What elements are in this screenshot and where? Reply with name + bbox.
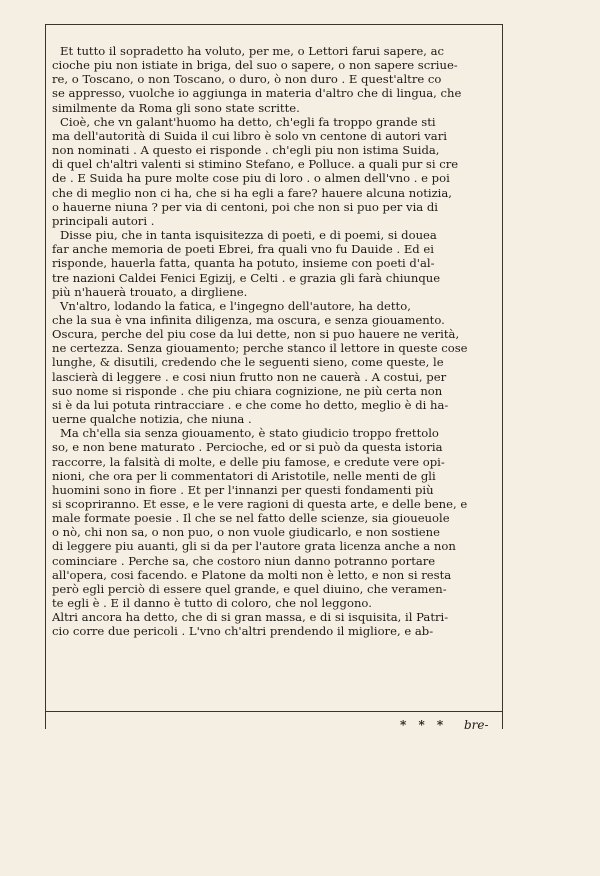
text-line: ma dell'autorità di Suida il cui libro è solo vn centone di autori vari	[52, 128, 447, 143]
text-line: che la sua è vna infinita diligenza, ma oscura, e senza giouamento.	[52, 312, 445, 327]
body-text	[52, 44, 497, 639]
text-line: si scopriranno. Et esse, e le vere ragioni di questa arte, e delle bene, e	[52, 497, 468, 511]
text-line: huomini sono in fiore . Et per l'innanzi per questi fondamenti più	[52, 482, 434, 497]
text-line: re, o Toscano, o non Toscano, o duro, ò non duro . E quest'altre co	[52, 72, 442, 87]
text-line: si è da lui potuta rintracciare . e che come ho detto, meglio è di ha-	[52, 397, 449, 412]
signature-mark: * * *	[400, 718, 448, 732]
text-line: Et tutto il sopradetto ha voluto, per me, o Lettori farui sapere, ac	[60, 44, 444, 58]
text-line: non nominati . A questo ei risponde . ch'egli piu non istima Suida,	[52, 143, 440, 158]
text-line: te egli è . E il danno è tutto di coloro, che nol leggono.	[52, 596, 372, 611]
text-line: far anche memoria de poeti Ebrei, fra quali vno fu Dauide . Ed ei	[52, 242, 434, 257]
text-line: so, e non bene maturato . Percioche, ed or si può da questa istoria	[52, 440, 443, 455]
text-line: o hauerne niuna ? per via di centoni, poi che non si puo per via di	[52, 199, 439, 214]
text-line: però egli perciò di essere quel grande, e quel diuino, che veramen-	[52, 581, 447, 596]
text-line: Ma ch'ella sia senza giouamento, è stato giudicio troppo frettolo	[60, 426, 439, 441]
text-line: similmente da Roma gli sono state scritte.	[52, 100, 300, 115]
text-line: suo nome si risponde . che piu chiara cognizione, ne più certa non	[52, 383, 443, 398]
text-line: all'opera, cosi facendo. e Platone da molti non è letto, e non si resta	[52, 567, 452, 582]
text-line: più n'hauerà trouato, a dirgliene.	[52, 284, 248, 299]
text-line: o nò, chi non sa, o non puo, o non vuole giudicarlo, e non sostiene	[52, 525, 440, 540]
text-line: Vn'altro, lodando la fatica, e l'ingegno dell'autore, ha detto,	[60, 298, 411, 313]
text-line: Cioè, che vn galant'huomo ha detto, ch'egli fa troppo grande sti	[60, 114, 436, 129]
text-line: tre nazioni Caldei Fenici Egizij, e Celti . e grazia gli farà chiunque	[52, 270, 441, 285]
bottom-rule	[45, 711, 503, 712]
text-line: principali autori .	[52, 213, 155, 228]
text-line: male formate poesie . Il che se nel fatto delle scienze, sia gioueuole	[52, 511, 450, 526]
text-line: uerne qualche notizia, che niuna .	[52, 412, 252, 427]
text-line: de . E Suida ha pure molte cose piu di loro . o almen dell'vno . e poi	[52, 171, 450, 186]
page-footer	[45, 718, 501, 734]
text-line: cominciare . Perche sa, che costoro niun danno potranno portare	[52, 553, 436, 568]
text-line: cio corre due pericoli . L'vno ch'altri prendendo il migliore, e ab-	[52, 624, 434, 639]
text-line: di quel ch'altri valenti si stimino Stefano, e Polluce. a quali pur si cre	[52, 157, 459, 172]
text-line: nioni, che ora per li commentatori di Aristotile, nelle menti de gli	[52, 468, 436, 483]
text-line: Disse piu, che in tanta isquisitezza di poeti, e di poemi, si douea	[60, 228, 437, 243]
text-line: ne certezza. Senza giouamento; perche stanco il lettore in queste cose	[52, 341, 468, 356]
text-line: Altri ancora ha detto, che di si gran massa, e di si isquisita, il Patri-	[52, 610, 449, 625]
text-line: risponde, hauerla fatta, quanta ha potuto, insieme con poeti d'al-	[52, 256, 435, 271]
text-line: lunghe, & disutili, credendo che le seguenti sieno, come queste, le	[52, 355, 444, 370]
text-line: raccorre, la falsità di molte, e delle piu famose, e credute vere opi-	[52, 454, 445, 469]
text-line: se appresso, vuolche io aggiunga in materia d'altro che di lingua, che	[52, 86, 462, 101]
text-line: Oscura, perche del piu cose da lui dette, non si puo hauere ne verità,	[52, 327, 460, 342]
text-line: di leggere piu auanti, gli si da per l'autore grata licenza anche a non	[52, 539, 456, 554]
text-line: cioche piu non istiate in briga, del suo o sapere, o non sapere scriue-	[52, 58, 458, 73]
text-line: lascierà di leggere . e cosi niun frutto non ne cauerà . A costui, per	[52, 369, 447, 384]
text-line: che di meglio non ci ha, che si ha egli a fare? hauere alcuna notizia,	[52, 185, 452, 200]
catchword: bre-	[464, 718, 489, 732]
